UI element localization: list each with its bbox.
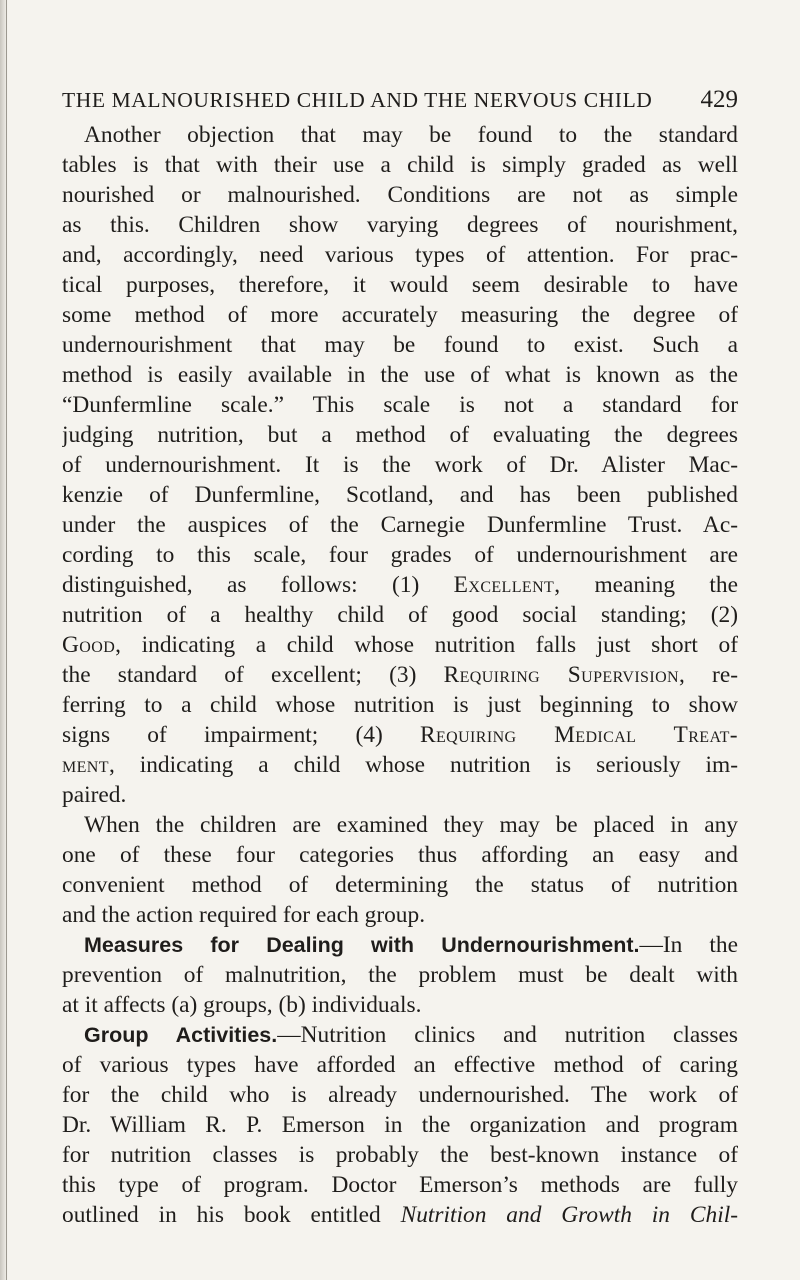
- text-line: for the child who is already undernourished. The work of: [62, 1082, 738, 1108]
- text-line: method is easily available in the use of what is known as the: [62, 362, 738, 388]
- text-line: at it affects (a) groups, (b) individuals.: [62, 992, 422, 1018]
- text-line: Dr. William R. P. Emerson in the organization and program: [62, 1112, 738, 1138]
- text-line: [62, 930, 738, 960]
- text-line: tables is that with their use a child is simply graded as well: [62, 152, 738, 178]
- text-line: of undernourishment. It is the work of Dr. Alister Mac-: [62, 452, 738, 478]
- text-line: [62, 720, 738, 750]
- text-run: the standard of excellent; (3): [62, 662, 444, 688]
- grade-excellent: Excellent: [453, 572, 555, 598]
- grade-requiring-medical-treatment: Requiring Medical Treat-: [419, 722, 738, 748]
- text-line: [62, 570, 738, 600]
- text-run: —Nutrition clinics and nutrition classes: [277, 1022, 738, 1048]
- text-run: , indicating a child whose nutrition is seriously im-: [108, 752, 738, 778]
- text-run: , indicating a child whose nutrition falls just short of: [115, 632, 738, 658]
- text-line: some method of more accurately measuring the degree of: [62, 302, 738, 328]
- text-line: [62, 1020, 738, 1050]
- text-run: , meaning the: [554, 572, 738, 598]
- text-run: outlined in his book entitled: [62, 1202, 401, 1228]
- text-line: cording to this scale, four grades of undernourishment are: [62, 542, 738, 568]
- text-line: nourished or malnourished. Conditions are not as simple: [62, 182, 738, 208]
- text-line: undernourishment that may be found to exist. Such a: [62, 332, 738, 358]
- text-line: Another objection that may be found to the standard: [84, 122, 738, 148]
- grade-good: Good: [62, 632, 116, 658]
- text-run: signs of impairment; (4): [62, 722, 420, 748]
- text-line: convenient method of determining the status of nutrition: [62, 872, 738, 898]
- text-line: one of these four categories thus affording an easy and: [62, 842, 738, 868]
- text-line: this type of program. Doctor Emerson’s methods are fully: [62, 1172, 738, 1198]
- running-head-title: THE MALNOURISHED CHILD AND THE NERVOUS CHILD: [62, 88, 653, 112]
- text-line: and, accordingly, need various types of attention. For prac-: [62, 242, 738, 268]
- text-line: ferring to a child whose nutrition is just beginning to show: [62, 692, 738, 718]
- section-heading-group-activities: Group Activities.: [84, 1023, 278, 1047]
- section-heading-measures: Measures for Dealing with Undernourishment.: [84, 933, 640, 957]
- text-line: [62, 630, 738, 660]
- page-gutter-edge: [6, 0, 7, 1280]
- text-line: nutrition of a healthy child of good social standing; (2): [62, 602, 738, 628]
- running-head: [62, 86, 738, 114]
- text-run: distinguished, as follows: (1): [62, 572, 454, 598]
- text-line: tical purposes, therefore, it would seem desirable to have: [62, 272, 738, 298]
- text-line: paired.: [62, 782, 127, 808]
- text-run: —In the: [639, 932, 738, 958]
- grade-requiring-supervision: Requiring Supervision: [443, 662, 679, 688]
- text-line: judging nutrition, but a method of evaluating the degrees: [62, 422, 738, 448]
- text-line: under the auspices of the Carnegie Dunfermline Trust. Ac-: [62, 512, 738, 538]
- text-line: When the children are examined they may be placed in any: [84, 812, 738, 838]
- text-line: prevention of malnutrition, the problem must be dealt with: [62, 962, 738, 988]
- text-line: [62, 750, 738, 780]
- text-line: for nutrition classes is probably the best-known instance of: [62, 1142, 738, 1168]
- text-line: and the action required for each group.: [62, 902, 426, 928]
- book-title-italic: Nutrition and Growth in Chil-: [400, 1202, 738, 1228]
- text-line: of various types have afforded an effective method of caring: [62, 1052, 738, 1078]
- grade-requiring-medical-treatment-cont: ment: [62, 752, 109, 778]
- text-line: [62, 660, 738, 690]
- text-line: [62, 1200, 738, 1230]
- text-line: kenzie of Dunfermline, Scotland, and has been published: [62, 482, 738, 508]
- body-text: [62, 120, 738, 1230]
- page-number: 429: [700, 86, 738, 113]
- text-line: as this. Children show varying degrees of nourishment,: [62, 212, 738, 238]
- text-line: “Dunfermline scale.” This scale is not a standard for: [62, 392, 738, 418]
- text-run: , re-: [678, 662, 738, 688]
